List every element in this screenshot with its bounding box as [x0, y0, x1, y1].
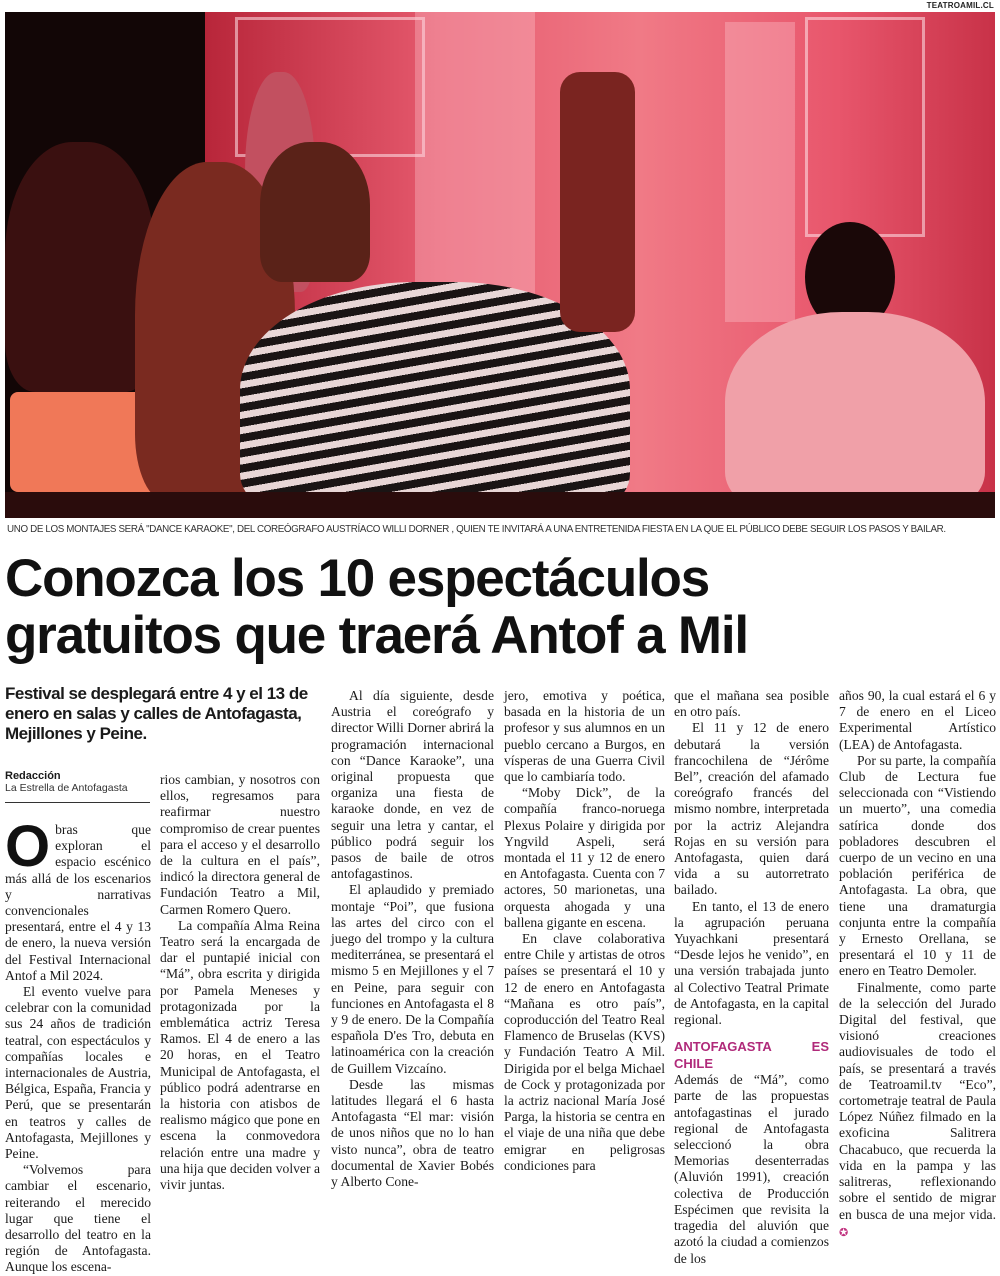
paragraph-text: Finalmente, como parte de la selección del Jurado Digital del festival, que visionó creaciones audiovisuales de todo el país, se presentará a través de Teatroamil.tv “Eco”, cortometraje teatral de Paula López Núñez filmado en la exoficina Salitrera Chacabuco, que recuerda la vida en la pampa y las salitreras, reflexionando sobre el sentido de migrar en busca de una mejor vida.	[839, 979, 996, 1222]
article-column-4	[504, 688, 665, 1174]
paragraph-text: Al día siguiente, desde Austria el coreógrafo y director Willi Dorner abrirá la programación internacional con “Dance Karaoke”, una original propuesta que organiza una fiesta de karaoke donde, en vez de seguir una letra y cantar, el público podrá seguir los pasos de baile de otros antofagastinos.	[331, 688, 495, 882]
paragraph-text: rios cambian, y nosotros con ellos, regresamos para reafirmar nuestro compromiso de crear puentes para el acceso y el desarrollo de la cultura en el país”, indicó la directora general de Fundación Teatro a Mil, Carmen Romero Quero.	[160, 772, 320, 917]
subheadline: Festival se desplegará entre 4 y el 13 de enero en salas y calles de Antofagasta, Mejillones y Peine.	[5, 684, 308, 743]
paragraph-text: En clave colaborativa entre Chile y artistas de otros países se presentará el 10 y 12 de enero en Antofagasta “Mañana es otro país”, coproducción del Teatro Real Flamenco de Bruselas (KVS) y Fundación Teatro A Mil. Dirigida por el belga Michael de Cock y protagonizada por la actriz nacional María José Parga, la historia se centra en el viaje de una niña que debe emigrar en peligrosas condiciones para	[504, 931, 665, 1173]
section-subheading: ANTOFAGASTA ES CHILE	[674, 1039, 829, 1072]
paragraph-text: “Moby Dick”, de la compañía franco-noruega Plexus Polaire y dirigida por Yngvild Aspeli, será montada el 11 y 12 de enero en Antofagasta. Cuenta con 7 actores, 50 marionetas, una orquesta ahogada y una ballena gigante en escena.	[504, 785, 665, 930]
article-paragraph	[839, 688, 996, 753]
paragraph-text: años 90, la cual estará el 6 y 7 de enero en el Liceo Experimental Artístico (LEA) de Antofagasta.	[839, 688, 996, 752]
photo-credit: TEATROAMIL.CL	[926, 1, 994, 10]
paragraph-text: “Volvemos para cambiar el escenario, reiterando el merecido lugar que tiene el desarrollo del teatro en la región de Antofagasta. Aunque los escena-	[5, 1162, 151, 1275]
article-paragraph	[504, 785, 665, 931]
article-paragraph	[839, 980, 996, 1241]
byline-outlet: La Estrella de Antofagasta	[5, 782, 128, 794]
paragraph-text: La compañía Alma Reina Teatro será la encargada de dar el puntapié inicial con “Má”, obra escrita y dirigida por Pamela Meneses y protagonizada por la emblemática actriz Teresa Ramos. El 4 de enero a las 20 horas, en el Teatro Municipal de Antofagasta, el público podrá adentrarse en la historia con atisbos de realismo mágico que pone en escena la conmovedora relación entre una madre y una hija que deciden volver a vivir juntas.	[160, 917, 320, 1193]
article-paragraph	[504, 688, 665, 785]
paragraph-text: Desde las mismas latitudes llegará el 6 hasta Antofagasta “El mar: visión de unos niños que no lo han visto nunca”, obra de teatro documental de Xavier Bobés y Alberto Cone-	[331, 1076, 494, 1190]
article-paragraph	[5, 814, 151, 984]
article-column-3	[331, 688, 494, 1190]
paragraph-text: El 11 y 12 de enero debutará la versión francochilena de “Jérôme Bel”, creación del afamado coreógrafo francés del mismo nombre, interpretada por la actriz Alejandra Rojas en su versión para Antofagasta, quien dará vida a su autorretrato bailado.	[674, 720, 829, 898]
paragraph-text: El evento vuelve para celebrar con la comunidad sus 24 años de tradición teatral, con espectáculos y compañías locales e internacionales de Austria, Bélgica, España, Francia y Perú, que se presentarán en teatros y calles de Antofagasta, Mejillones y Peine.	[5, 984, 151, 1162]
byline-author: Redacción	[5, 770, 61, 782]
article-paragraph	[839, 753, 996, 980]
article-paragraph	[5, 1162, 151, 1275]
headline-line-1: Conozca los 10 espectáculos	[5, 549, 709, 608]
article-paragraph	[331, 1077, 494, 1190]
paragraph-text: Además de “Má”, como parte de las propuestas antofagastinas el jurado regional de Antofagasta seleccionó la obra Memorias desenterradas (Aluvión 1991), creación colectiva de Producción Espécimen que revisita la tragedia del aluvión que azotó la ciudad a comienzos de los	[674, 1072, 829, 1266]
article-paragraph	[504, 931, 665, 1174]
byline	[5, 770, 150, 803]
paragraph-text: El aplaudido y premiado montaje “Poi”, que fusiona las artes del circo con el juego del trompo y la cultura mediterránea, se presentará el mismo 5 en Mejillones y el 7 en Peine, para seguir con funciones en Antofagasta el 8 y 9 de enero. De la Compañía española D'es Tro, debuta en latinoamérica con la creación de Guillem Vizcaíno.	[331, 882, 494, 1076]
article-column-6	[839, 688, 996, 1241]
article-paragraph	[674, 1072, 829, 1266]
article-photo	[5, 12, 995, 518]
headline-line-2: gratuitos que traerá Antof a Mil	[5, 606, 748, 665]
article-paragraph	[674, 720, 829, 898]
paragraph-text: En tanto, el 13 de enero la agrupación peruana Yuyachkani presentará “Desde lejos he venido”, en una versión trabajada junto al Colectivo Teatral Primate de Antofagasta, en la capital regional.	[674, 898, 829, 1028]
paragraph-text: jero, emotiva y poética, basada en la historia de un profesor y sus alumnos en un pueblo cercano a Burgos, en vísperas de una Guerra Civil que lo cambiaría todo.	[504, 688, 665, 785]
article-paragraph	[674, 899, 829, 1029]
article-column-1	[5, 814, 151, 1276]
article-paragraph	[331, 688, 494, 882]
drop-cap: O	[5, 814, 51, 879]
headline	[5, 550, 995, 664]
article-paragraph	[160, 772, 320, 918]
paragraph-text: que el mañana sea posible en otro país.	[674, 688, 829, 720]
article-paragraph	[331, 882, 494, 1076]
paragraph-text: Por su parte, la compañía Club de Lectura fue seleccionada con “Vistiendo un muerto”, una comedia satírica donde dos pobladores descubren el cuerpo de un vecino en una población periférica de Antofagasta. La obra, que tiene una dramaturgia conjunta entre la compañía y Ernesto Orellana, se presentará el 10 y 11 de enero en Teatro Demoler.	[839, 752, 996, 979]
article-paragraph	[5, 984, 151, 1162]
end-mark-icon: ✪	[839, 1226, 849, 1239]
article-column-2	[160, 772, 320, 1193]
article-paragraph	[674, 688, 829, 720]
paragraph-text: bras que exploran el espacio escénico más allá de los escenarios y narrativas convencionales presentará, entre el 4 y 13 de enero, la nueva versión del Festival Internacional Antof a Mil 2024.	[5, 822, 151, 983]
photo-caption: UNO DE LOS MONTAJES SERÁ "DANCE KARAOKE", DEL COREÓGRAFO AUSTRÍACO WILLI DORNER , QUIEN TE INVITARÁ A UNA ENTRETENIDA FIESTA EN LA QUE EL PÚBLICO DEBE SEGUIR LOS PASOS Y BAILAR.	[7, 524, 946, 535]
article-column-5	[674, 688, 829, 1267]
article-paragraph	[160, 918, 320, 1193]
